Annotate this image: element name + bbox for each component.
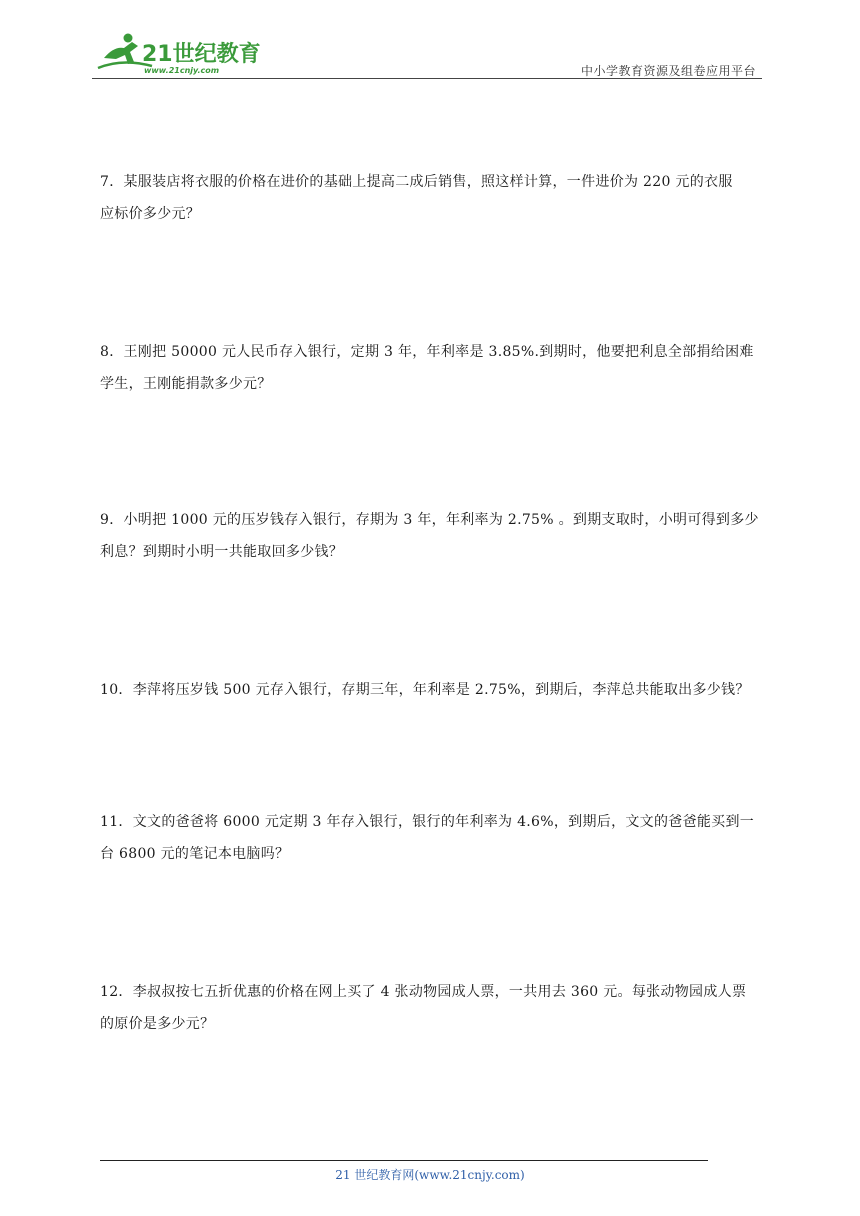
question-12-line-1: 12．李叔叔按七五折优惠的价格在网上买了 4 张动物园成人票，一共用去 360 元。每张动物园成人票 <box>100 984 747 1000</box>
question-12-line-2: 的原价是多少元？ <box>100 1016 215 1032</box>
footer-link[interactable]: 21 世纪教育网(www.21cnjy.com) <box>335 1168 525 1182</box>
question-8-line-1: 8．王刚把 50000 元人民币存入银行，定期 3 年，年利率是 3.85%.到期时，他要把利息全部捐给困难 <box>100 344 754 360</box>
question-9-line-2: 利息？到期时小明一共能取回多少钱？ <box>100 544 344 560</box>
question-11-line-2: 台 6800 元的笔记本电脑吗？ <box>100 846 290 862</box>
site-logo <box>92 28 272 78</box>
question-12 <box>100 976 772 1040</box>
logo-url-text: www.21cnjy.com <box>144 66 220 75</box>
question-11-line-1: 11．文文的爸爸将 6000 元定期 3 年存入银行，银行的年利率为 4.6%，到期后，文文的爸爸能买到一 <box>100 814 755 830</box>
question-9 <box>100 504 772 568</box>
question-11 <box>100 806 772 870</box>
question-7-line-1: 7．某服装店将衣服的价格在进价的基础上提高二成后销售，照这样计算，一件进价为 220 元的衣服 <box>100 174 733 190</box>
logo-main-text: 21世纪教育 <box>142 42 261 67</box>
question-8 <box>100 336 772 400</box>
question-10-line-1: 10．李萍将压岁钱 500 元存入银行，存期三年，年利率是 2.75%，到期后，李萍总共能取出多少钱？ <box>100 682 750 698</box>
question-7 <box>100 166 772 230</box>
page-header <box>92 28 762 78</box>
question-10 <box>100 674 772 706</box>
platform-title: 中小学教育资源及组卷应用平台 <box>580 64 756 78</box>
question-8-line-2: 学生，王刚能捐款多少元？ <box>100 376 272 392</box>
footer-divider <box>100 1160 708 1161</box>
header-divider <box>92 78 762 79</box>
question-7-line-2: 应标价多少元？ <box>100 206 201 222</box>
question-9-line-1: 9．小明把 1000 元的压岁钱存入银行，存期为 3 年，年利率为 2.75% 。到期支取时，小明可得到多少 <box>100 512 759 528</box>
